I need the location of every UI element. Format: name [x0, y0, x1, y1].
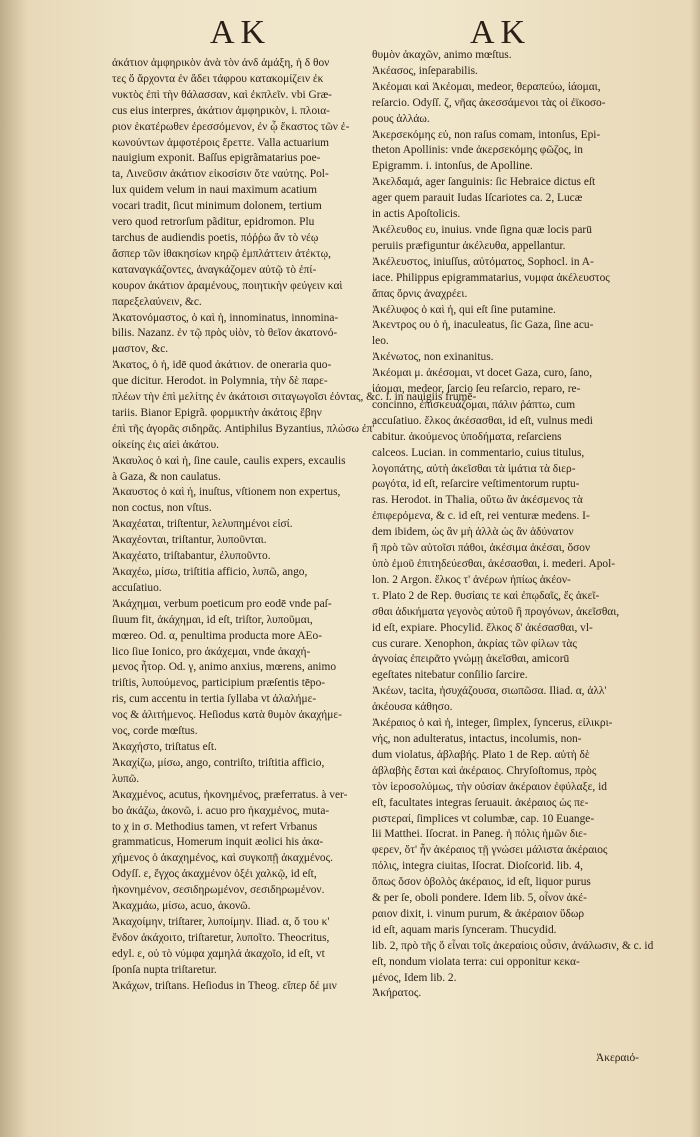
- text-line: νος & ἀλιτήμενος. Heſiodus κατὰ θυμὸν ἀκαχήμε-: [112, 709, 342, 722]
- text-line: μενος ἦτορ. Od. γ, animo anxius, mœrens, animo: [112, 661, 337, 674]
- text-line: vero quod retrorſum pãditur, epidromon. Plu: [112, 216, 315, 229]
- text-line: ta, Λινεῦσιν ἀκάτιον εἰκοσίσιν ὅτε ναύτης. Pol-: [112, 168, 329, 181]
- text-line: lux quidem velum in naui maximum acatium: [112, 184, 317, 197]
- text-line: νος, corde mœſtus.: [112, 725, 198, 738]
- text-line: ἰάομαι, medeor, ſarcio ſeu reſarcio, reparo, re-: [372, 383, 581, 396]
- text-line: πόλις, integra ciuitas, Iſocrat. Dioſcorid. lib. 4,: [372, 860, 584, 873]
- text-line: κωνούντων ἀμφοτέροις ἔρεττε. Valla actuarium: [112, 136, 330, 149]
- text-line: καταναγκάζοντες, ἀναγκάζομεν αὐτῷ τὸ ἐπί-: [112, 263, 317, 276]
- text-line: accuſatiuo.: [112, 581, 162, 594]
- text-line: à Gaza, & non caulatus.: [112, 470, 221, 483]
- text-line: ager quem parauit Iudas Iſcariotes ca. 2, Lucæ: [372, 192, 583, 205]
- text-line: Ἀκέραιος ὁ καὶ ἡ, integer, ſimplex, ſyncerus, εἰλικρι-: [372, 717, 613, 730]
- text-line: Ἀκαχέονται, triſtantur, λυποῦνται.: [112, 534, 267, 547]
- text-line: λογοπάτης, αὐτὴ ἀκεῖσθαι τὰ ἱμάτια τὰ διερ-: [372, 462, 576, 475]
- text-line: νυκτὸς ἐπὶ τὴν θάλασσαν, καὶ ἐκπλεῖν. vbi Græ-: [112, 88, 332, 101]
- text-line: ραιον dixit, i. vinum purum, & ἀκέραιον ὕδωρ: [372, 907, 585, 920]
- text-line: Ἀκαχοίμην, triſtarer, λυποίμην. Iliad. α, ὅ του κ': [112, 915, 330, 928]
- text-line: ἐπὶ τῆς ἀγορᾶς σιδηρᾶς. Antiphilus Byzantius, πλώσω ἐπ': [112, 422, 375, 435]
- text-line: lib. 2, πρὸ τῆς ὅ εἶναι τοῖς ἀκεραίοις οὖσιν, ἀνάλωσιν, & c. id: [372, 939, 654, 952]
- page-edge-shadow: [690, 0, 700, 1137]
- text-line: lico ſiue Ionico, pro ἀκάχεμαι, vnde ἀκαχή-: [112, 645, 311, 658]
- text-line: id eſt, aquam maris ſynceram. Thucydid.: [372, 923, 557, 936]
- text-line: tariis. Bianor Epigrã. φορμικτὴν ἀκάτοις ἔβην: [112, 406, 322, 419]
- text-line: reſarcio. Odyſſ. ζ, νῆας ἀκεσσάμενοι τὰς οἱ ἐϊκοσο-: [372, 96, 606, 109]
- text-line: ἢ πρὸ τῶν αὐτοῖσι πάθοι, ἀκέσιμα ἀκέσαι, ὅσον: [372, 542, 591, 555]
- text-line: to χ in σ. Methodius tamen, vt refert Vrbanus: [112, 820, 318, 833]
- text-line: Ἀκαχέατο, triſtabantur, ἐλυποῦντο.: [112, 550, 271, 563]
- text-line: θυμὸν ἀκαχῶν, animo mœſtus.: [372, 49, 512, 61]
- text-line: triſtis, λυπούμενος, participium præſentis tēpo-: [112, 677, 326, 690]
- text-line: ἄπας ὄρνις ἀναχρέει.: [372, 287, 468, 300]
- text-line: Epigramm. i. intonſus, de Apolline.: [372, 160, 533, 173]
- text-line: σθαι ἀδικήματα γεγονὸς αὐτοῦ ἢ προγόνων, ἀκεῖσθαι,: [372, 605, 620, 618]
- text-line: Ἀκατονόμαστος, ὁ καὶ ἡ, innominatus, innomina-: [112, 311, 339, 324]
- text-line: ras. Herodot. in Thalia, οὕτω ἄν ἀκέσμενος τὰ: [372, 494, 583, 507]
- text-line: Ἀκένωτος, non exinanitus.: [372, 351, 494, 364]
- text-line: grammaticus, Homerum inquit æolici his ἀκα-: [112, 836, 324, 849]
- text-line: Ἀκέλευθος ευ, inuius. vnde ſigna quæ locis parū: [372, 223, 592, 236]
- text-line: accuſatiuo. ἕλκος ἀκέσασθαι, id eſt, vulnus medi: [372, 414, 593, 427]
- text-line: χήμενος ὁ ἀκαχημένος, καὶ συγκοπῇ ἀκαχμένος.: [112, 852, 333, 865]
- text-line: Ἀκεντρος ου ὁ ἡ, inaculeatus, ſic Gaza, ſine acu-: [372, 319, 594, 332]
- text-line: φερεν, ὅτ' ἦν ἀκέραιος τῇ γνώσει μάλιστα ἀκέραιος: [372, 844, 608, 857]
- text-line: que dicitur. Herodot. in Polymnia, τὴν δὲ παρε-: [112, 375, 328, 388]
- text-line: id eſt, expiare. Phocylid. ἕλκος δ' ἀκέσασθαι, vl-: [372, 621, 593, 634]
- text-line: τὸν ἱεροσολύμως, τὴν οὐσίαν ἀκέραιον ἐφύλαξε, id: [372, 780, 607, 793]
- text-line: ριστεραί, ſimplices vt columbæ, cap. 10 Euange-: [372, 812, 595, 825]
- text-line: cabitur. ἀκούμενος ὑποδήματα, reſarciens: [372, 430, 562, 443]
- text-line: Ἀκάχημαι, verbum poeticum pro eodē vnde paſ-: [112, 597, 332, 610]
- text-line: ἔνδον ἀκάχοιτο, triſtaretur, λυποῖτο. Theocritus,: [112, 931, 330, 944]
- text-line: cus curare. Xenophon, ἀκρίας τῶν φίλων τὰς: [372, 637, 577, 650]
- text-line: ριον ἑκατέρωθεν ἐρεσσόμενον, ἐν ᾧ ἔκαστος τῶν ἐ-: [112, 120, 350, 133]
- text-line: eſt, facultates integras ſeruauit. ἀκέραιος ὡς πε-: [372, 796, 589, 809]
- text-line: κουρον ἀκάτιον ἀραμένους, ποιητικὴν φεύγειν καὶ: [112, 279, 343, 292]
- text-line: Ἀκέλευστος, iniuſſus, αὐτόματος, Sophocl. in A-: [372, 255, 594, 268]
- text-line: Ἀκαχέαται, triſtentur, λελυπημένοι εἰσί.: [112, 518, 293, 531]
- text-line: non coctus, non vſtus.: [112, 502, 212, 515]
- text-line: theton Apollinis: vnde ἀκερσεκόμης φῶζος, in: [372, 144, 583, 157]
- text-line: bo ἀκάζω, ἀκονῶ, i. acuo pro ἠκαχμένος, muta-: [112, 804, 330, 817]
- text-line: Ἀκαχμάω, μίσω, acuo, ἀκονῶ.: [112, 900, 251, 913]
- text-line: Ἀκαχίζω, μίσω, ango, contriſto, triſtitia afficio,: [112, 756, 325, 769]
- text-line: ἄσπερ τῶν ἰθακησίων κηρῷ ἐμπλάττειν ἀτέκτῳ,: [112, 247, 331, 260]
- text-line: Ἀκαχμένος, acutus, ἠκονημένος, præferratus. à ver-: [112, 788, 348, 801]
- right-column: [372, 48, 654, 1002]
- text-line: τ. Plato 2 de Rep. θυσίαις τε καὶ ἐπῳδαῖς, ἔς ἀκεῖ-: [372, 589, 600, 602]
- gutter-shadow: [0, 0, 28, 1137]
- text-line: νής, non adulteratus, intactus, incolumis, non-: [372, 732, 582, 745]
- text-line: cus eius interpres, ἀκάτιον ἀμφηρικὸν, i. πλοια-: [112, 104, 330, 117]
- text-line: Ἀκέων, tacita, ἡσυχάζουσα, σιωπῶσα. Iliad. α, ἀλλ': [372, 685, 607, 698]
- text-line: ρωγότα, id eſt, reſarcire veſtimentorum ruptu-: [372, 478, 580, 491]
- text-line: ſponſa nupta triſtaretur.: [112, 963, 217, 976]
- text-line: ἀκέουσα κάθησο.: [372, 701, 453, 714]
- text-line: Ἀκαυστος ὁ καὶ ἡ, inuſtus, vſtionem non expertus,: [112, 486, 341, 499]
- text-line: mœreo. Od. α, penultima producta more AEo-: [112, 629, 322, 642]
- text-line: ἐπιφερόμενα, & c. id eſt, rei venturæ medens. I-: [372, 510, 590, 523]
- text-line: ſiuum fit, ἀκάχημαι, id eſt, triſtor, λυποῦμαι,: [112, 613, 313, 626]
- text-line: μαστον, &c.: [112, 343, 169, 356]
- text-line: Ἀκήρατος.: [372, 987, 422, 1000]
- text-line: dem ibidem, ὡς ἂν μὴ ἀλλὰ ὡς ἂν ἀδύνατον: [372, 526, 574, 539]
- text-line: bilis. Nazanz. ἐν τῷ πρὸς υἱὸν, τὸ θεῖον ἀκατονό-: [112, 327, 338, 340]
- text-line: μένος, Idem lib. 2.: [372, 971, 457, 984]
- text-line: παρεξελαύνειν, &c.: [112, 295, 202, 308]
- text-line: egeſtates nitebatur conſilio ſarcire.: [372, 669, 528, 682]
- text-line: Odyſſ. ε, ἔγχος ἀκαχμένον ὀξέι χαλκῷ, id eſt,: [112, 868, 317, 881]
- catchword: Ἀκεραιό-: [596, 1052, 639, 1064]
- text-line: ἀβλαβὴς ἔσται καὶ ἀκέραιος. Chryſoſtomus, πρὸς: [372, 764, 597, 777]
- text-line: lon. 2 Argon. ἕλκος τ' ἀνέρων ἠπίως ἀκέον-: [372, 573, 571, 586]
- text-line: nauigium exponit. Baſſus epigrãmatarius poe-: [112, 152, 321, 165]
- text-line: Ἀκέομαι καὶ Ἀκέομαι, medeor, θεραπεύω, ἰάομαι,: [372, 80, 601, 93]
- running-head-left: AK: [210, 14, 272, 51]
- text-line: & per ſe, oboli pondere. Idem lib. 5, οἶνον ἀκέ-: [372, 892, 587, 905]
- text-line: Ἀκάχων, triſtans. Heſiodus in Theog. εἴπερ δέ μιν: [112, 979, 337, 992]
- text-line: ὑπὸ ἐμοῦ ἐπιτηδεύεσθαι, ἀκέσασθαι, i. mederi. Apol-: [372, 558, 616, 570]
- text-line: Ἀκέομαι μ. ἀκέσομαι, vt docet Gaza, curo, ſano,: [372, 367, 593, 380]
- text-line: ἠκονημένον, σεσιδηρωμένον, σεσιδηρωμένον.: [112, 884, 325, 897]
- text-line: ἀγνοίας ἐπειρᾶτο γνώμῃ ἀκεῖσθαι, amicorū: [372, 653, 570, 666]
- text-line: ris, cum accentu in tertia ſyllaba vt ἀλαλήμε-: [112, 693, 317, 706]
- text-line: edyl. ε, οὐ τὸ νύμφα χαμηλά ἀκαχοῖο, id eſt, vt: [112, 947, 325, 960]
- text-line: Ἀκελδαμά, ager ſanguinis: ſic Hebraice dictus eſt: [372, 176, 596, 189]
- text-line: ὅπως ὅσον ὀβολὸς ἀκέραιος, id eſt, liquor purus: [372, 876, 591, 889]
- text-line: in actis Apoſtolicis.: [372, 208, 461, 221]
- text-line: λυπῶ.: [112, 772, 140, 785]
- text-line: leo.: [372, 335, 389, 348]
- text-line: iace. Philippus epigrammatarius, νυμφα ἀκέλευστος: [372, 271, 610, 284]
- text-line: ἀκάτιον ἀμφηρικὸν ἀνὰ τὸν ἀνδ ἀμάξη, ἡ δ θον: [112, 57, 330, 69]
- text-line: ρους ἀλλάω.: [372, 112, 430, 125]
- text-line: οἰκείης ἐις αἰεὶ ἀκάτου.: [112, 438, 219, 451]
- text-line: Ἀκαυλος ὁ καὶ ἡ, ſine caule, caulis expers, excaulis: [112, 454, 346, 467]
- text-line: Ἀκατος, ὁ ἡ, idē quod ἀκάτιον. de oneraria quo-: [112, 359, 332, 372]
- text-line: peruiis præfiguntur ἀκέλευθα, appellantur.: [372, 239, 566, 252]
- text-line: τες ὅ ἄρχοντα ἐν ἄδει τάφρου κατακομίζειν ἐκ: [112, 72, 324, 85]
- text-line: vocari tradit, ſicut minimum dolonem, tertium: [112, 200, 322, 213]
- text-line: Ἀκαχέω, μίσω, triſtitia afficio, λυπῶ, ango,: [112, 566, 308, 578]
- text-line: Ἀκέλυφος ὁ καὶ ἡ, qui eſt ſine putamine.: [372, 303, 556, 316]
- text-line: lii Matthei. Iſocrat. in Paneg. ἡ πόλις ἡμῶν διε-: [372, 828, 587, 841]
- text-line: Ἀκερσεκόμης εὐ, non raſus comam, intonſus, Epi-: [372, 128, 601, 141]
- text-line: Ἀκέασος, inſeparabilis.: [372, 64, 478, 77]
- text-line: tarchus de audiendis poetis, πόῤῥω ἄν τὸ νέῳ: [112, 231, 319, 244]
- text-line: calceos. Lucian. in commentario, cuius titulus,: [372, 446, 585, 459]
- text-line: eſt, nondum violata terra: cui opponitur κεκα-: [372, 955, 580, 968]
- text-line: πλέων τὴν ἐπὶ μελίτης ἐν ἀκάτοισι σιταγωγοῖσι ἐόντας, &c. i. in nauigiis frumē-: [112, 391, 477, 404]
- text-line: dum violatus, ἀβλαβής. Plato 1 de Rep. αὐτὴ δὲ: [372, 748, 590, 761]
- text-line: Ἀκαχήστο, triſtatus eſt.: [112, 740, 217, 753]
- running-head-right: AK: [470, 14, 532, 51]
- text-line: concinno, ἐπισκευάζομαι, πάλιν ῥάπτω, cum: [372, 398, 576, 411]
